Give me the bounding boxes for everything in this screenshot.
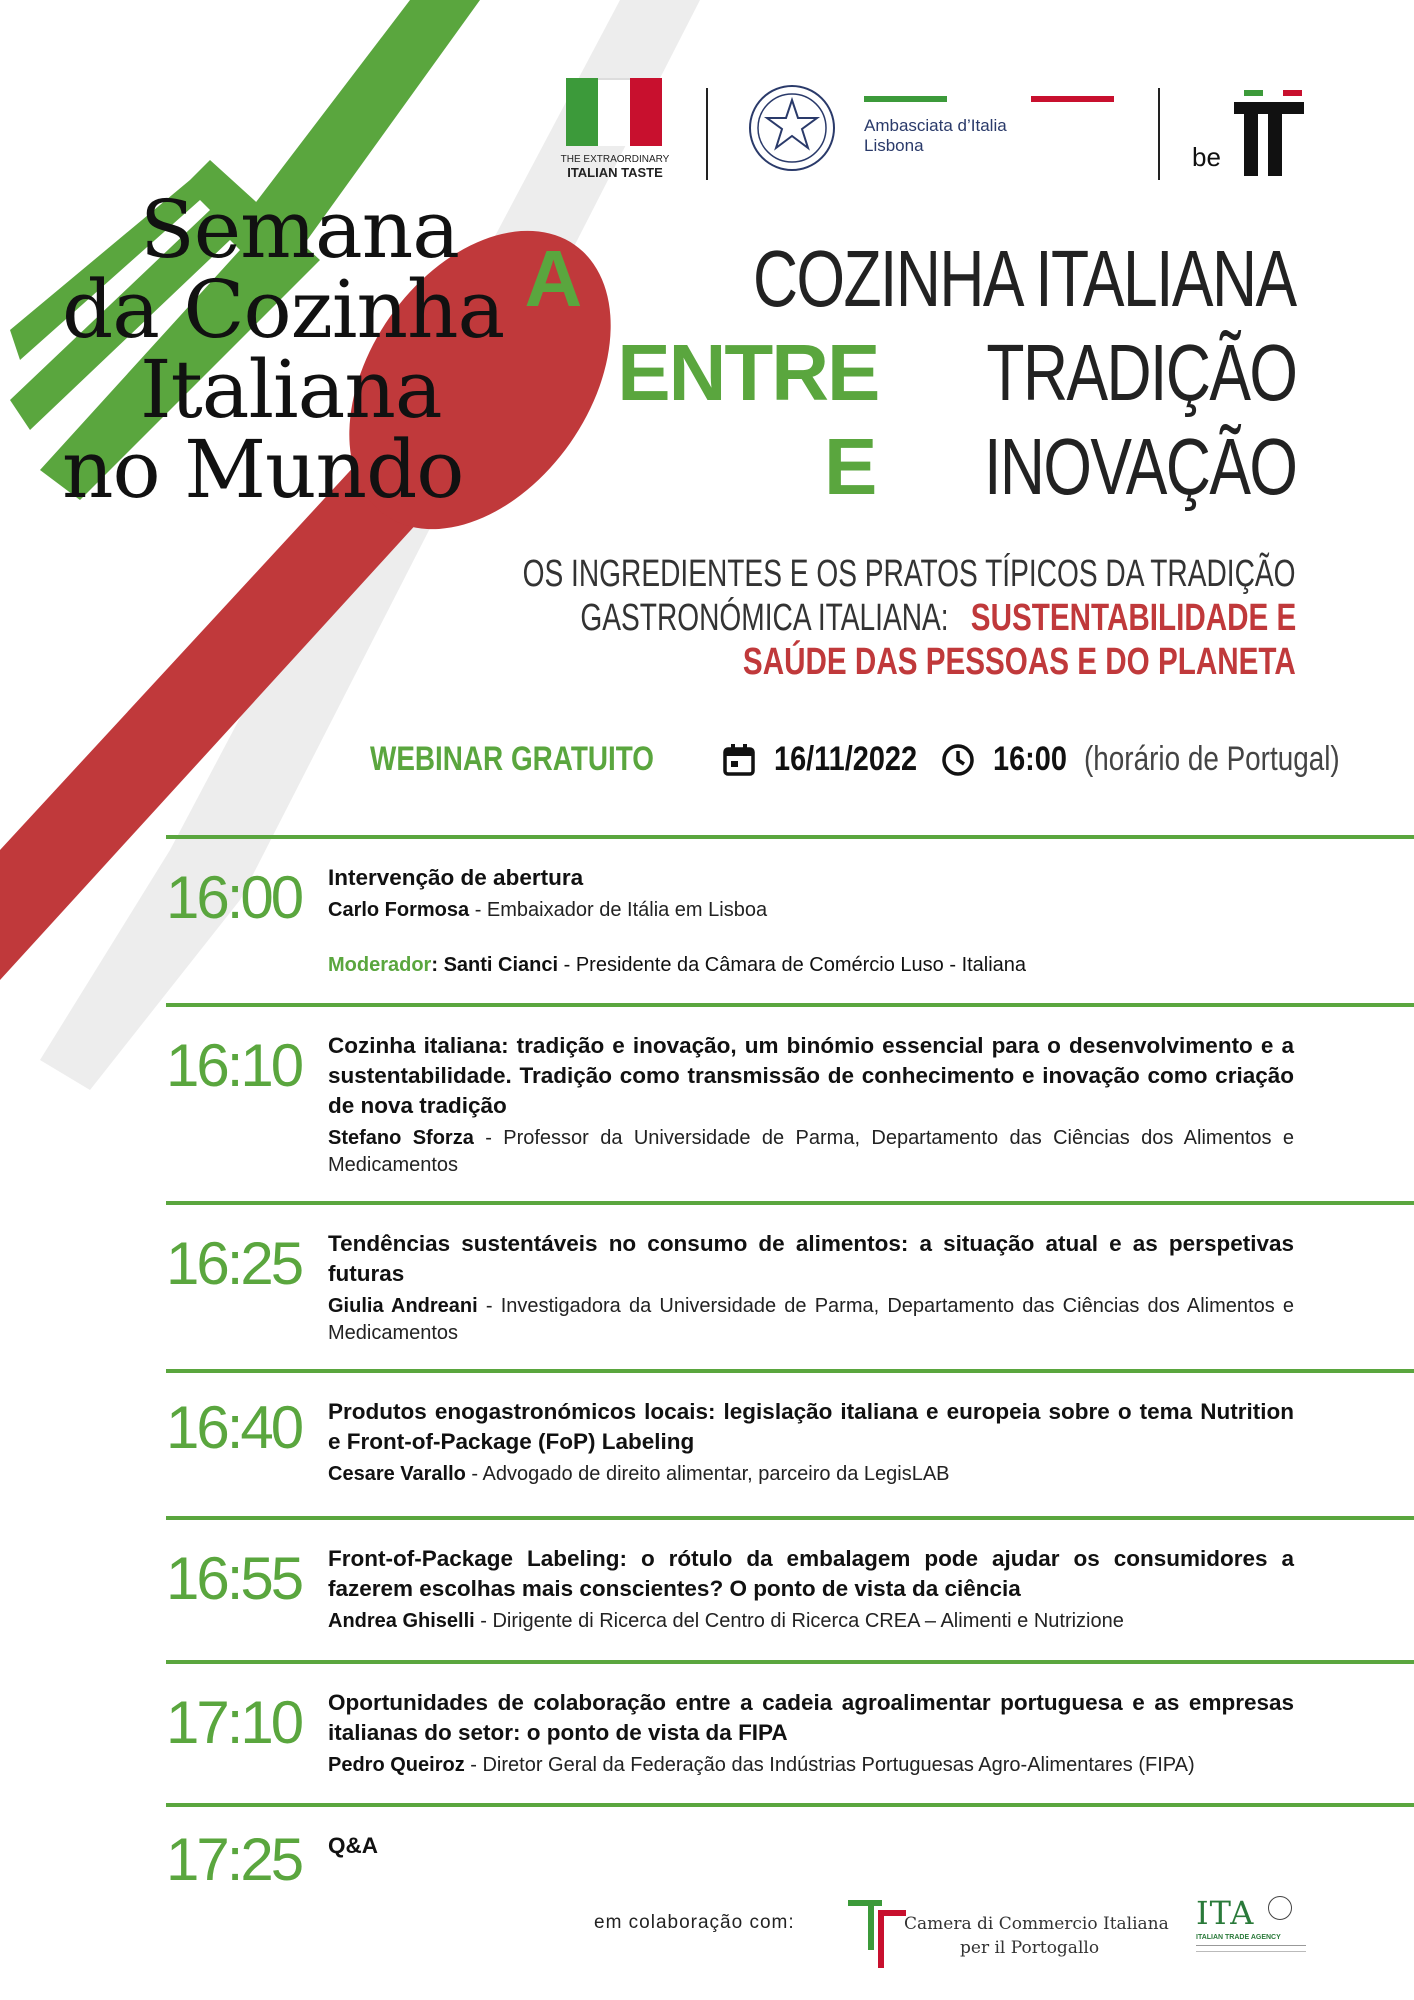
calendar-icon — [722, 743, 756, 777]
speaker-role: - Professor da Universidade de Parma, Departamento das Ciências dos Alimentos e Medicamentos — [328, 1127, 1294, 1176]
speaker-name: Cesare Varallo — [328, 1463, 466, 1485]
camera-commercio-logo — [848, 1896, 1169, 1976]
extraordinary-line2: ITALIAN TASTE — [567, 165, 663, 180]
agenda-item — [166, 835, 1414, 999]
headline-text: COZINHA ITALIANA — [753, 234, 1296, 323]
event-title-line: da Cozinha — [62, 263, 505, 356]
divider — [1158, 88, 1160, 180]
subtitle-line2: GASTRONÓMICA ITALIANA: SUSTENTABILIDADE E — [579, 597, 1296, 639]
subtitle — [251, 552, 1296, 684]
camera-line1: Camera di Commercio Italiana — [904, 1914, 1169, 1934]
webinar-info — [370, 740, 1395, 779]
embassy-block — [864, 96, 1114, 156]
moderator-label: Moderador — [328, 954, 432, 976]
speaker-name: Andrea Ghiselli — [328, 1610, 475, 1632]
moderator-role: - Presidente da Câmara de Comércio Luso - Italiana — [558, 954, 1027, 976]
embassy-line2: Lisbona — [864, 136, 924, 155]
headline-line1 — [524, 232, 1296, 326]
event-title-line: Italiana — [140, 343, 442, 436]
headline-text: TRADIÇÃO — [986, 328, 1296, 417]
agenda-time: 17:10 — [166, 1689, 302, 1756]
ita-logo — [1196, 1894, 1326, 1984]
agenda-time: 16:25 — [166, 1230, 302, 1297]
agenda-speaker — [328, 1752, 1294, 1779]
moderator-name: Santi Cianci — [443, 954, 559, 976]
agenda-content — [328, 863, 1294, 979]
republic-emblem-icon — [746, 78, 838, 183]
agenda-time: 16:10 — [166, 1032, 302, 1099]
agenda-time: 17:25 — [166, 1826, 302, 1893]
event-title-line: Semana — [140, 183, 459, 276]
agenda-speaker — [328, 1293, 1294, 1347]
agenda-item — [166, 1803, 1414, 1893]
subtitle-line3: SAÚDE DAS PESSOAS E DO PLANETA — [743, 641, 1296, 683]
agenda-title: Produtos enogastronómicos locais: legislação italiana e europeia sobre o tema Nutrition e Front-of-Package (FoP) Labeling — [328, 1399, 1294, 1454]
extraordinary-taste-logo — [560, 78, 670, 188]
headline-line3 — [524, 420, 1296, 514]
speaker-name: Pedro Queiroz — [328, 1754, 465, 1776]
speaker-name: Carlo Formosa — [328, 899, 470, 921]
agenda-content — [328, 1397, 1294, 1488]
agenda-speaker — [328, 1461, 1294, 1488]
speaker-name: Stefano Sforza — [328, 1127, 474, 1149]
divider — [706, 88, 708, 180]
extraordinary-line1: THE EXTRAORDINARY — [560, 154, 670, 165]
webinar-time: 16:00 — [992, 740, 1067, 778]
agenda-title: Intervenção de abertura — [328, 865, 584, 890]
agenda-content — [328, 1031, 1294, 1179]
agenda-title: Oportunidades de colaboração entre a cadeia agroalimentar portuguesa e as empresas italianas do setor: o ponto de vista da FIPA — [328, 1690, 1294, 1745]
agenda-time: 16:55 — [166, 1545, 302, 1612]
agenda-item — [166, 1003, 1414, 1197]
ita-letters: ITA — [1196, 1894, 1255, 1932]
headline — [524, 232, 1296, 514]
agenda-title: Tendências sustentáveis no consumo de alimentos: a situação atual e as perspetivas futuras — [328, 1231, 1294, 1286]
speaker-role: - Diretor Geral da Federação das Indústrias Portuguesas Agro-Alimentares (FIPA) — [464, 1754, 1195, 1776]
speaker-role: - Advogado de direito alimentar, parceiro da LegisLAB — [465, 1463, 950, 1485]
agenda-title: Cozinha italiana: tradição e inovação, um binómio essencial para o desenvolvimento e a sustentabilidade. Tradição como transmissão de conhecimento e inovação como criação de nova tradição — [328, 1033, 1294, 1118]
agenda-speaker — [328, 1608, 1294, 1635]
camera-line2: per il Portogallo — [960, 1938, 1100, 1958]
webinar-timezone: (horário de Portugal) — [1083, 740, 1340, 778]
speaker-role: - Investigadora da Universidade de Parma, Departamento das Ciências dos Alimentos e Medicamentos — [328, 1295, 1294, 1344]
collab-label: em colaboração com: — [594, 1912, 795, 1933]
speaker-role: - Dirigente di Ricerca del Centro di Ricerca CREA – Alimenti e Nutrizione — [474, 1610, 1124, 1632]
be-text: be — [1192, 142, 1221, 172]
agenda-speaker — [328, 1125, 1294, 1179]
speaker-name: Giulia Andreani — [328, 1295, 478, 1317]
agenda-content — [328, 1544, 1294, 1635]
agenda-item — [166, 1516, 1414, 1656]
agenda-time: 16:40 — [166, 1394, 302, 1461]
agenda-content — [328, 1831, 1294, 1861]
agenda-item — [166, 1660, 1414, 1800]
subtitle-line1: OS INGREDIENTES E OS PRATOS TÍPICOS DA TRADIÇÃO — [523, 553, 1296, 595]
clock-icon — [941, 743, 975, 777]
be-it-logo — [1192, 90, 1312, 180]
footer — [0, 1888, 1414, 2000]
agenda-item — [166, 1369, 1414, 1513]
agenda-time: 16:00 — [166, 864, 302, 931]
agenda-title: Front-of-Package Labeling: o rótulo da embalagem pode ajudar os consumidores a fazerem escolhas mais conscientes? O ponto de vista da ciência — [328, 1546, 1294, 1601]
agenda-content — [328, 1688, 1294, 1779]
embassy-line1: Ambasciata d’Italia — [864, 116, 1007, 135]
agenda-speaker — [328, 897, 1294, 924]
ita-badge-icon — [1268, 1896, 1292, 1920]
headline-line2 — [524, 326, 1296, 420]
headline-green: ENTRE — [617, 328, 879, 417]
webinar-label: WEBINAR GRATUITO — [370, 740, 654, 778]
ita-caption: ITALIAN TRADE AGENCY — [1196, 1934, 1281, 1941]
headline-text: INOVAÇÃO — [983, 422, 1296, 511]
agenda-moderator: Moderador: Santi Cianci - Presidente da Câmara de Comércio Luso - Italiana — [328, 954, 1027, 976]
event-title-line: no Mundo — [62, 423, 464, 516]
webinar-date: 16/11/2022 — [774, 740, 918, 778]
agenda-item — [166, 1201, 1414, 1365]
speaker-role: - Embaixador de Itália em Lisboa — [469, 899, 768, 921]
headline-green: A — [524, 234, 581, 323]
headline-green: E — [824, 422, 876, 511]
event-title — [62, 183, 505, 516]
agenda-title: Q&A — [328, 1833, 378, 1858]
agenda-content — [328, 1229, 1294, 1347]
